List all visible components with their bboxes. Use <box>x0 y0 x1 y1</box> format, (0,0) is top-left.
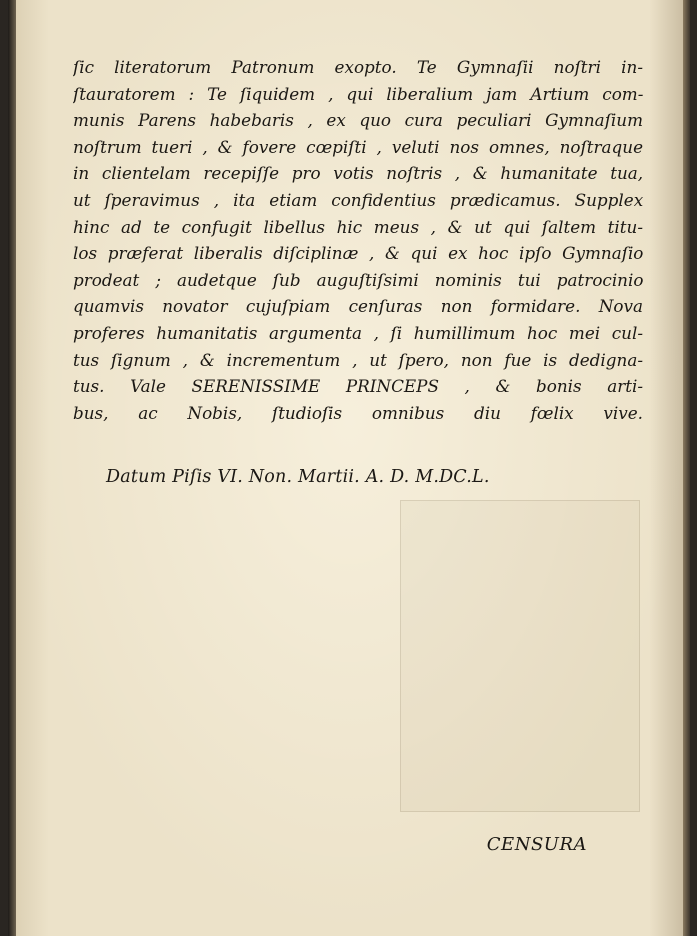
page-edge <box>683 0 690 936</box>
text-line: quamvis novator cujuſpiam cenſuras non formidare. Nova <box>73 296 643 317</box>
text-line: munis Parens habebaris , ex quo cura peculiari Gymnaſium <box>73 110 643 131</box>
text-line: bus, ac Nobis, ſtudioſis omnibus diu fœlix vive. <box>73 402 643 423</box>
text-line: tus. Vale SERENISSIME PRINCEPS , & bonis arti- <box>73 376 643 397</box>
catchword: CENSURA <box>486 834 587 855</box>
text-line: prodeat ; audetque ſub auguſtiſsimi nominis tui patrocinio <box>73 269 643 290</box>
text-line: proferes humanitatis argumenta , ſi humillimum hoc mei cul- <box>73 322 643 343</box>
text-line: tus ſignum , & incrementum , ut ſpero, non fue is dedigna- <box>73 349 643 370</box>
text-line: noſtrum tueri , & fovere cœpiſti , veluti nos omnes, noſtraque <box>73 136 643 157</box>
binding-gutter <box>8 0 16 936</box>
text-line: ſic literatorum Patronum exopto. Te Gymnaſii noſtri in- <box>73 57 643 77</box>
book-page <box>8 0 690 936</box>
dateline: Datum Piſis VI. Non. Martii. A. D. M.DC.L. <box>106 467 490 487</box>
text-line: in clientelam recepiſſe pro votis noſtris , & humanitate tua, <box>73 163 643 184</box>
text-line: los præferat liberalis diſciplinæ , & qui ex hoc ipſo Gymnaſio <box>73 243 643 264</box>
dedication-text <box>73 54 643 426</box>
text-line: ut ſperavimus , ita etiam confidentius prædicamus. Supplex <box>73 189 643 210</box>
text-line: hinc ad te confugit libellus hic meus , & ut qui ſaltem titu- <box>73 216 643 237</box>
text-line: ſtauratorem : Te ſiquidem , qui liberalium jam Artium com- <box>73 83 643 104</box>
show-through-image <box>400 500 640 812</box>
